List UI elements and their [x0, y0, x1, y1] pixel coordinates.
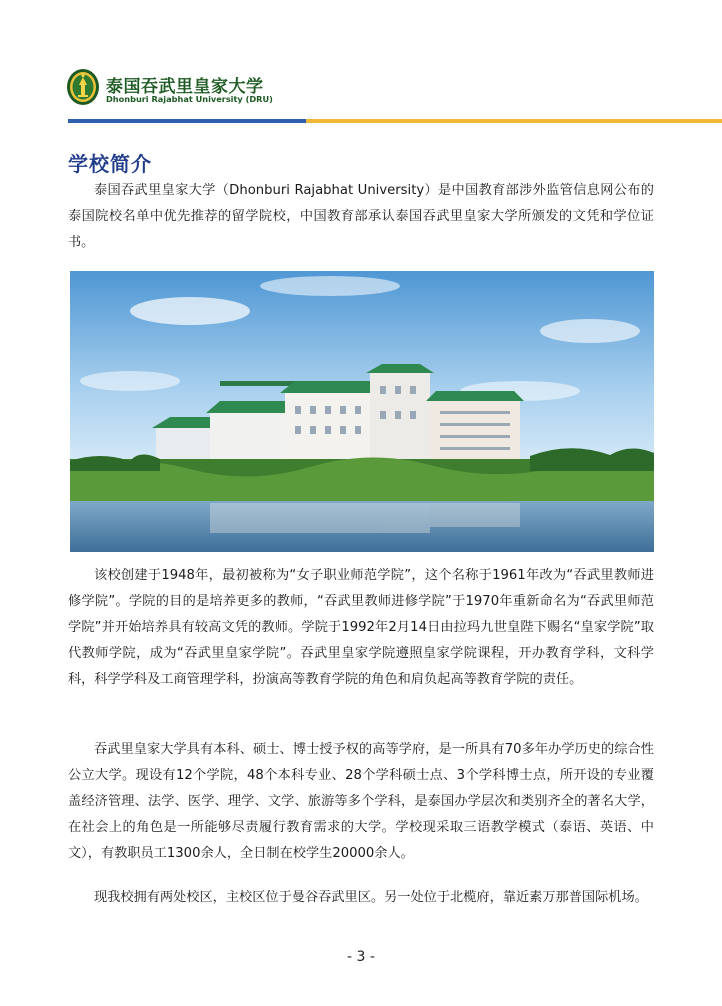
campus-building-photo [70, 271, 654, 552]
header-rule-gold [306, 119, 722, 123]
paragraph-intro: 泰国吞武里皇家大学（Dhonburi Rajabhat University）是中国教育部涉外监管信息网公布的泰国院校名单中优先推荐的留学院校，中国教育部承认泰国吞武里皇家大学所颁发的文凭和学位证书。 [68, 183, 654, 250]
paragraph-history: 该校创建于1948年，最初被称为“女子职业师范学院”，这个名称于1961年改为“吞武里教师进修学院”。学院的目的是培养更多的教师，“吞武里教师进修学院”于1970年重新命名为“吞武里师范学院”并开始培养具有较高文凭的教师。学院于1992年2月14日由拉玛九世皇陛下赐名“皇家学院”取代教师学院，成为“吞武里皇家学院”。吞武里皇家学院遵照皇家学院课程，开办教育学科，文科学科，科学学科及工商管理学科，扮演高等教育学院的角色和肩负起高等教育学院的责任。 [68, 568, 654, 687]
section-title: 学校简介 [68, 152, 152, 176]
university-name-english: Dhonburi Rajabhat University (DRU) [106, 94, 273, 104]
document-header [66, 68, 366, 108]
university-emblem-icon [66, 68, 100, 106]
header-rule-blue [68, 119, 306, 123]
page-number: - 3 - [347, 949, 375, 965]
university-name-chinese: 泰国吞武里皇家大学 [106, 77, 264, 97]
paragraph-campuses: 现我校拥有两处校区，主校区位于曼谷吞武里区。另一处位于北榄府，靠近素万那普国际机场。 [94, 890, 648, 905]
paragraph-profile: 吞武里皇家大学具有本科、硕士、博士授予权的高等学府，是一所具有70多年办学历史的综合性公立大学。现设有12个学院，48个本科专业、28个学科硕士点、3个学科博士点，所开设的专业覆盖经济管理、法学、医学、理学、文学、旅游等多个学科，是泰国办学层次和类别齐全的著名大学，在社会上的角色是一所能够尽责履行教育需求的大学。学校现采取三语教学模式（泰语、英语、中文），有教职员工1300余人，全日制在校学生20000余人。 [68, 742, 654, 861]
